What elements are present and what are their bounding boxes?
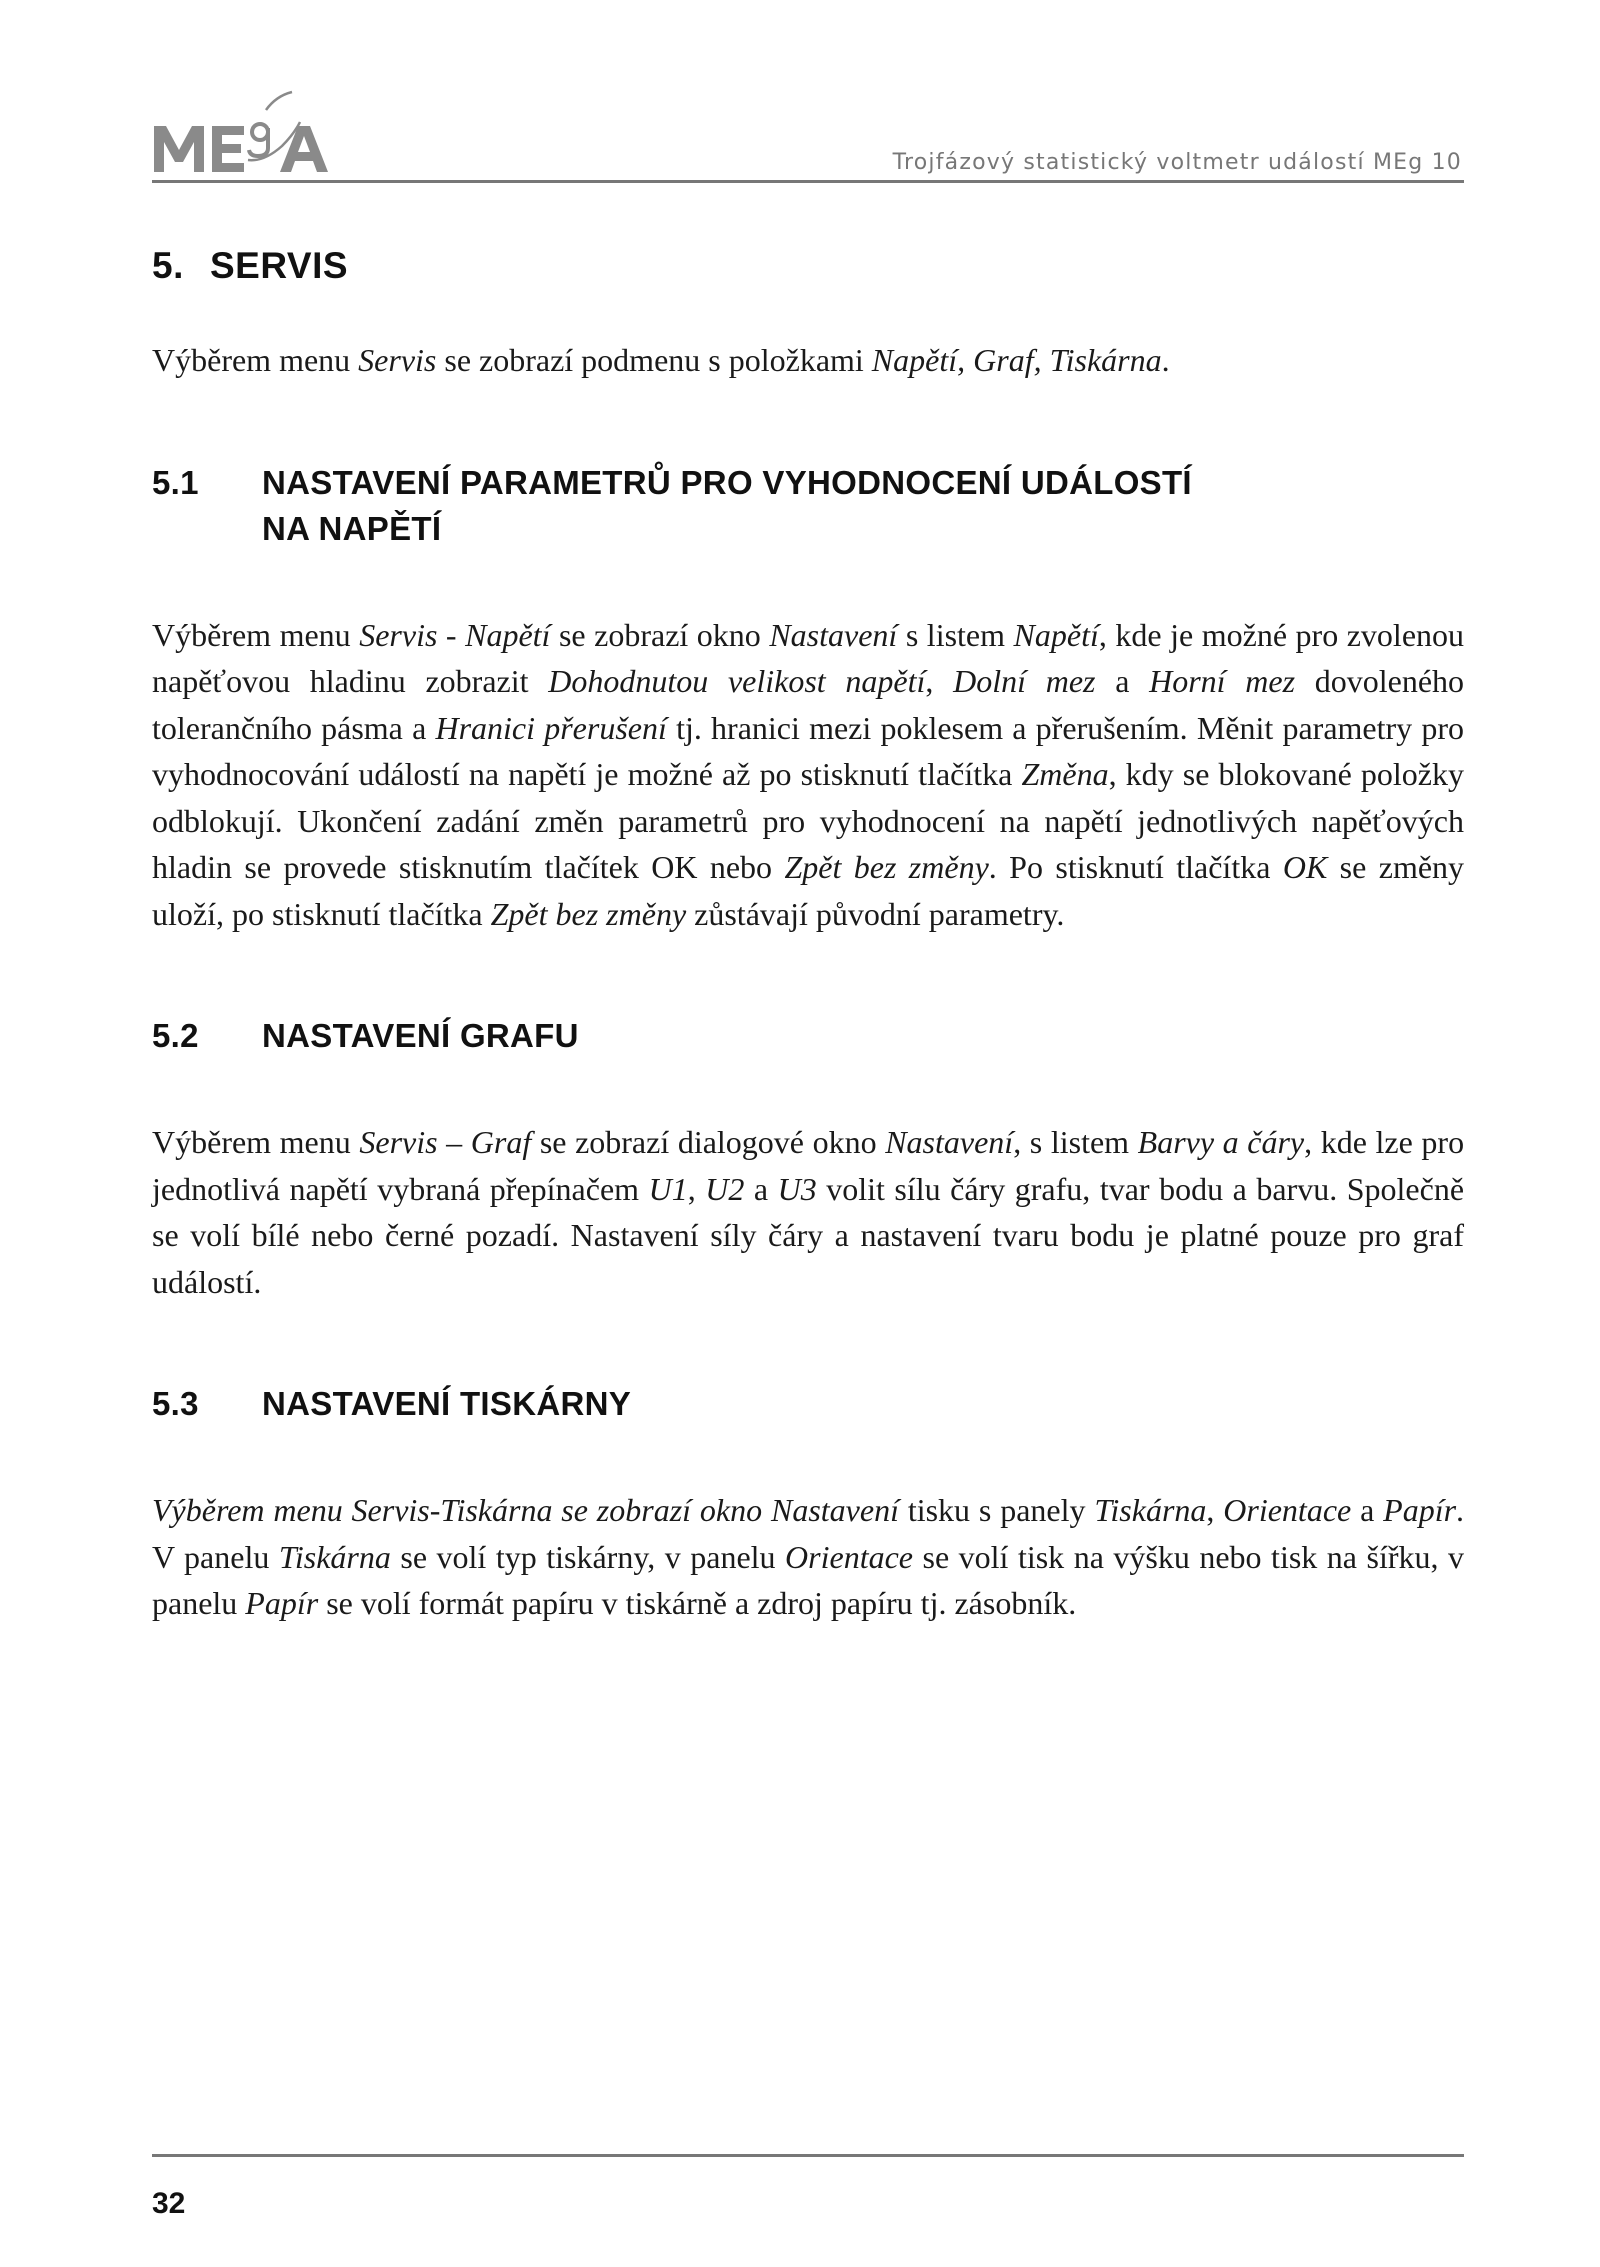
- section-5-3-heading: [152, 1381, 1464, 1427]
- section-5-2-heading: [152, 1013, 1464, 1059]
- section-number: 5.2: [152, 1017, 199, 1054]
- section-5-1-paragraph: Výběrem menu Servis - Napětí se zobrazí okno Nastavení s listem Napětí, kde je možné pro zvolenou napěťovou hladinu zobrazit Dohodnutou velikost napětí, Dolní mez a Horní mez dovoleného tolerančního pásma a Hranici přerušení tj. hranici mezi poklesem a přerušením. Měnit parametry pro vyhodnocování událostí na napětí je možné až po stisknutí tlačítka Změna, kdy se blokované položky odblokují. Ukončení zadání změn parametrů pro vyhodnocení na napětí jednotlivých napěťových hladin se provede stisknutím tlačítek OK nebo Zpět bez změny. Po stisknutí tlačítka OK se změny uloží, po stisknutí tlačítka Zpět bez změny zůstávají původní parametry.: [152, 616, 1465, 932]
- document-title: Trojfázový statistický voltmetr událostí MEg 10: [892, 150, 1462, 175]
- section-title-line2: NA NAPĚTÍ: [262, 509, 442, 547]
- page-header: [152, 88, 1464, 184]
- header-divider: [152, 180, 1464, 183]
- section-title: SERVIS: [210, 245, 349, 286]
- section-title: NASTAVENÍ GRAFU: [262, 1017, 579, 1054]
- section-number: 5.1: [152, 463, 199, 501]
- section-title-line1: NASTAVENÍ PARAMETRŮ PRO VYHODNOCENÍ UDÁLOSTÍ: [262, 463, 1192, 501]
- section-number: 5.: [152, 245, 184, 286]
- section-5-1-heading: [152, 460, 1464, 552]
- section-5-3-paragraph: Výběrem menu Servis-Tiskárna se zobrazí okno Nastavení tisku s panely Tiskárna, Orientace a Papír. V panelu Tiskárna se volí typ tiskárny, v panelu Orientace se volí tisk na výšku nebo tisk na šířku, v panelu Papír se volí formát papíru v tiskárně a zdroj papíru tj. zásobník.: [152, 1492, 1465, 1621]
- mega-logo: [152, 88, 332, 178]
- page-content: [152, 245, 1464, 1627]
- page-number: 32: [152, 2187, 186, 2220]
- section-5-heading: [152, 245, 1464, 287]
- section-title: NASTAVENÍ TISKÁRNY: [262, 1385, 632, 1422]
- footer-divider: [152, 2154, 1464, 2157]
- section-5-2-paragraph: Výběrem menu Servis – Graf se zobrazí dialogové okno Nastavení, s listem Barvy a čáry, kde lze pro jednotlivá napětí vybraná přepínačem U1, U2 a U3 volit sílu čáry grafu, tvar bodu a barvu. Společně se volí bílé nebo černé pozadí. Nastavení síly čáry a nastavení tvaru bodu je platné pouze pro graf událostí.: [152, 1124, 1465, 1300]
- section-number: 5.3: [152, 1385, 199, 1422]
- section-5-paragraph: Výběrem menu Servis se zobrazí podmenu s položkami Napětí, Graf, Tiskárna.: [152, 342, 1170, 378]
